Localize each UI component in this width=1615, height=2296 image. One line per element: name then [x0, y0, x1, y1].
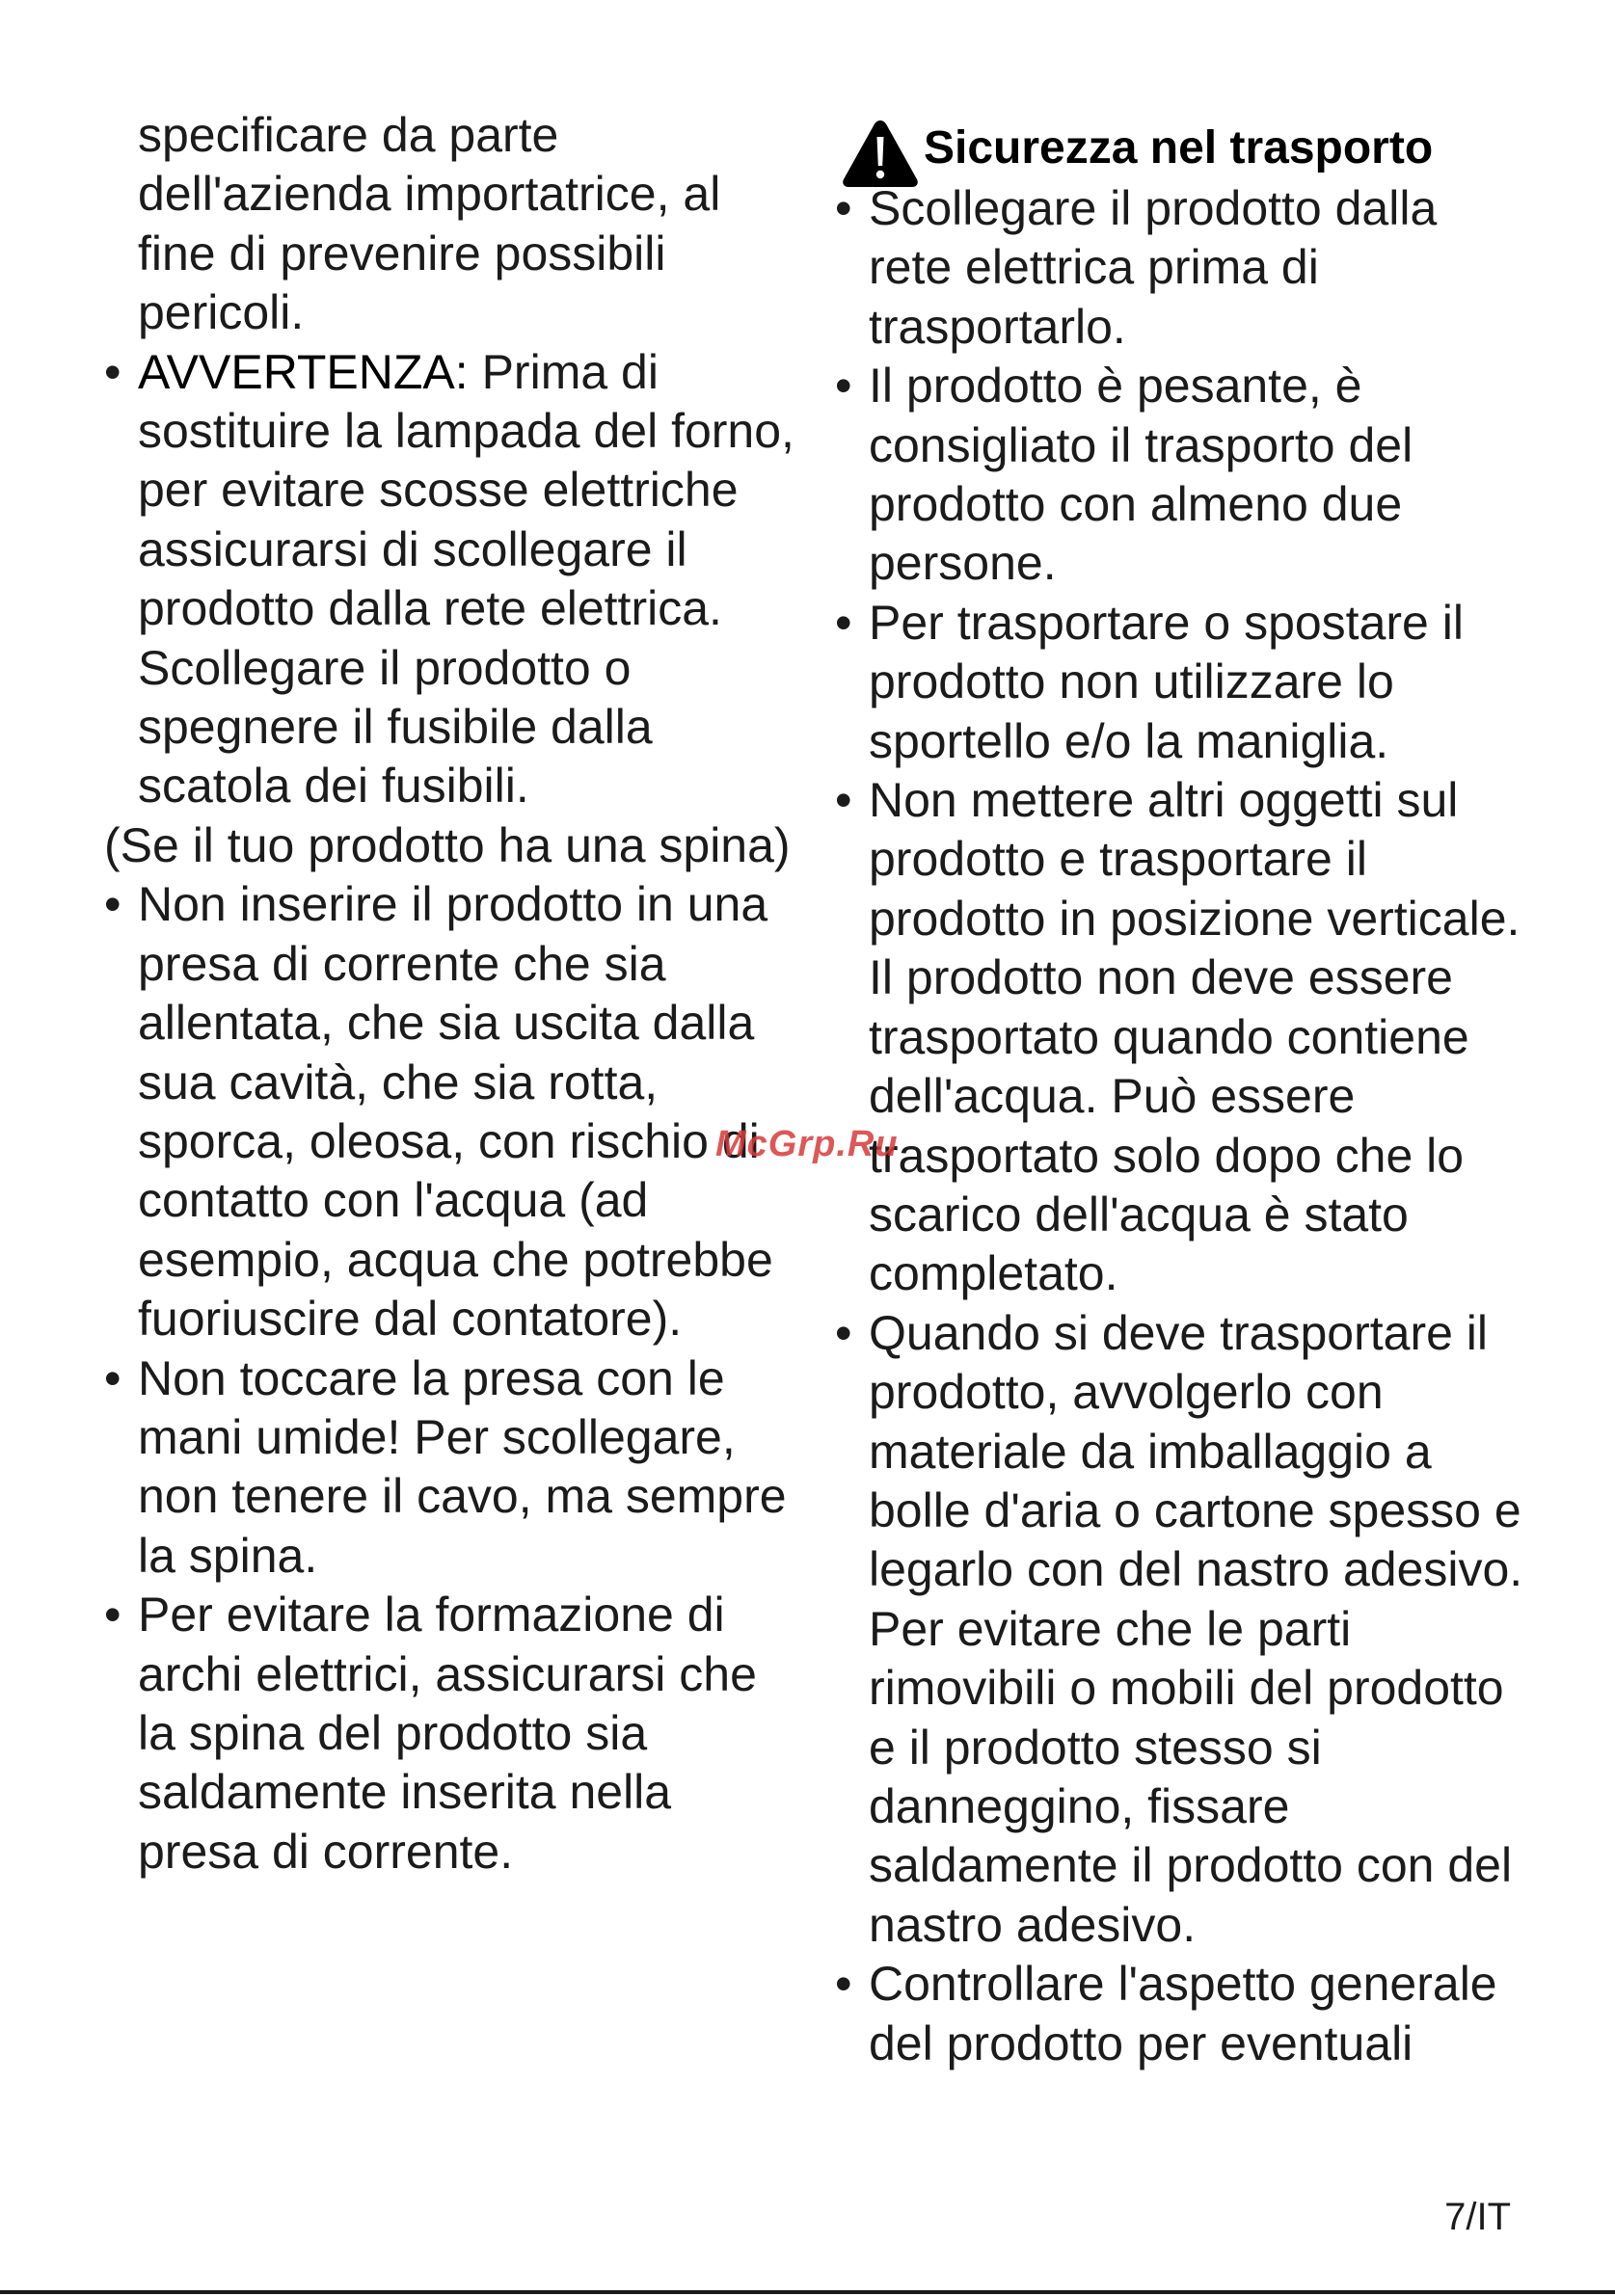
plug-note: (Se il tuo prodotto ha una spina)	[104, 817, 791, 872]
list-item-text: Per evitare la formazione di archi elettrici, assicurarsi che la spina del prodotto sia saldamente inserita nella presa di corrente.	[138, 1588, 757, 1879]
list-item-text: Non inserire il prodotto in una presa di corrente che sia allentata, che sia uscita dalla sua cavità, che sia rotta, sporca, oleosa, con rischio di contatto con l'acqua (ad esempio, acqua che potrebbe fuoriuscire dal contatore).	[138, 877, 773, 1347]
list-item	[104, 1586, 798, 1882]
list-item	[835, 1304, 1529, 1955]
list-item	[835, 594, 1529, 771]
warning-label: AVVERTENZA:	[138, 344, 469, 399]
section-title: Sicurezza nel trasporto	[924, 122, 1434, 174]
bullet-dot: •	[835, 595, 852, 650]
list-item	[104, 1349, 798, 1587]
bullet-dot: •	[835, 1957, 852, 2012]
list-item-text: Il prodotto è pesante, è consigliato il trasporto del prodotto con almeno due persone.	[869, 359, 1413, 591]
warning-list-item	[104, 343, 798, 816]
warning-text: Prima di sostituire la lampada del forno, per evitare scosse elettriche assicurarsi di scollegare il prodotto dalla rete elettrica. Scollegare il prodotto o spegnere il fusibile dalla scatola dei fusibili.	[138, 344, 794, 814]
right-column	[835, 106, 1529, 2073]
bottom-rule	[0, 2290, 1615, 2294]
bullet-dot: •	[835, 359, 852, 414]
list-item-text: Per trasportare o spostare il prodotto non utilizzare lo sportello e/o la maniglia.	[869, 595, 1464, 768]
list-item-text: Quando si deve trasportare il prodotto, avvolgerlo con materiale da imballaggio a bolle d'aria o cartone spesso e legarlo con del nastro adesivo. Per evitare che le parti rimovibili o mobili del prodotto e il prodotto stesso si danneggino, fissare saldamente il prodotto con del nastro adesivo.	[869, 1305, 1523, 1952]
list-item-text: Non toccare la presa con le mani umide! Per scollegare, non tenere il cavo, ma sempre la spina.	[138, 1350, 787, 1583]
list-item	[104, 875, 798, 1348]
bullet-dot: •	[104, 1588, 121, 1642]
section-heading	[835, 106, 1529, 179]
bullet-dot: •	[104, 1350, 121, 1405]
bullet-dot: •	[835, 1305, 852, 1360]
list-item	[835, 771, 1529, 1304]
bullet-dot: •	[104, 877, 121, 932]
list-item-text: Controllare l'aspetto generale del prodotto per eventuali	[869, 1957, 1497, 2070]
plug-safety-list	[104, 875, 798, 1882]
bullet-dot: •	[104, 344, 121, 399]
left-column	[104, 106, 798, 1882]
list-item-text: Scollegare il prodotto dalla rete elettrica prima di trasportarlo.	[869, 181, 1438, 354]
watermark: McGrp.Ru	[715, 1124, 899, 1164]
continuation-paragraph: specificare da parte dell'azienda importatrice, al fine di prevenire possibili pericoli.	[138, 108, 721, 340]
page-number: 7/IT	[1444, 2196, 1511, 2238]
list-item	[835, 357, 1529, 594]
list-item	[835, 179, 1529, 357]
transport-safety-list	[835, 179, 1529, 2073]
list-item-extra-paragraph: Il prodotto non deve essere trasportato quando contiene dell'acqua. Può essere trasportato solo dopo che lo scarico dell'acqua è stato completato.	[869, 950, 1469, 1301]
list-item-text: Non mettere altri oggetti sul prodotto e trasportare il prodotto in posizione verticale.	[869, 773, 1521, 946]
warning-triangle-icon	[841, 118, 920, 189]
bullet-dot: •	[835, 181, 852, 235]
list-item	[835, 1955, 1529, 2073]
bullet-dot: •	[835, 773, 852, 828]
warning-list	[104, 343, 798, 816]
